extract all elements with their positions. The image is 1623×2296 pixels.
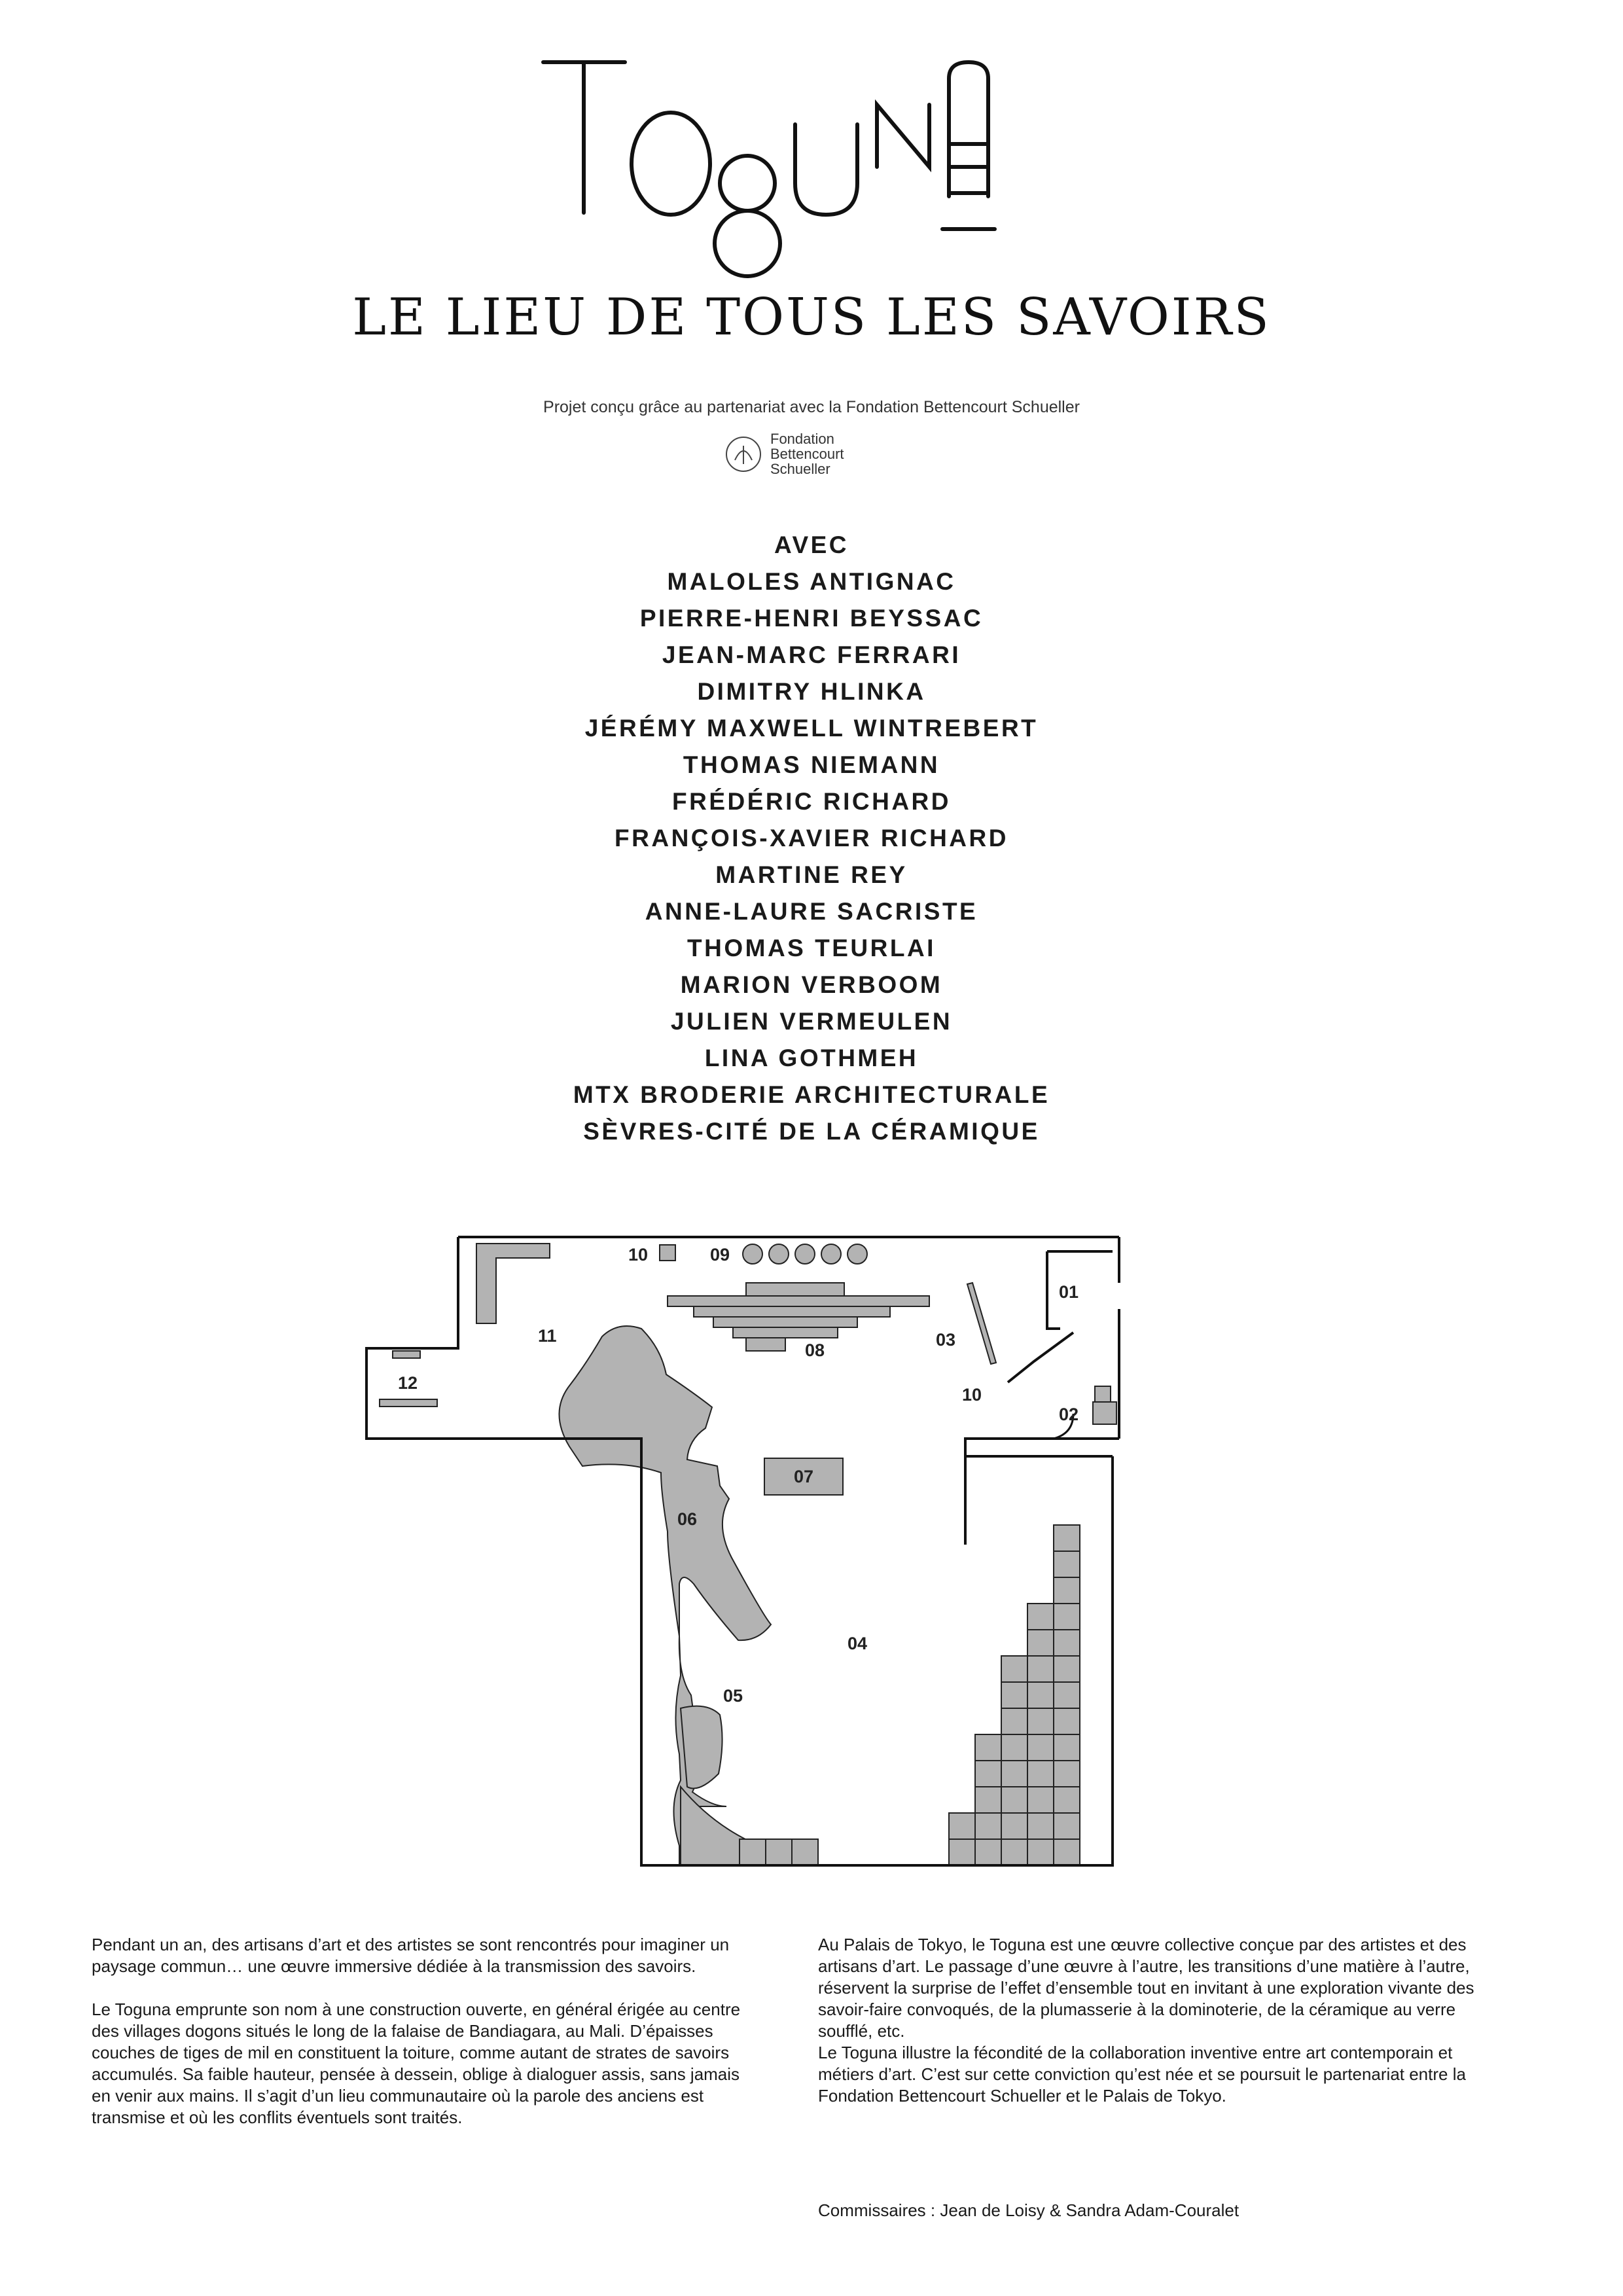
plan-zone-04-cell — [949, 1813, 975, 1839]
artist-list-heading: AVEC — [774, 531, 849, 558]
plan-label: 01 — [1059, 1282, 1079, 1302]
plan-label: 03 — [936, 1330, 956, 1350]
foundation-line-3: Schueller — [770, 461, 830, 477]
plan-zone-04-cell — [1054, 1604, 1080, 1630]
plan-zone-04-cell — [975, 1734, 1001, 1761]
plan-label: 11 — [538, 1326, 557, 1346]
plan-zone-04-cell — [1027, 1787, 1054, 1813]
plan-zone-04-cell — [1054, 1813, 1080, 1839]
plan-label: 10 — [628, 1245, 649, 1265]
plan-zone-09-circle — [821, 1244, 841, 1264]
plan-zone-04-cell — [1054, 1630, 1080, 1656]
plan-zone-06-sculpture — [559, 1326, 771, 1865]
artist-name: FRANÇOIS-XAVIER RICHARD — [615, 825, 1008, 852]
plan-zone-02-block — [1093, 1402, 1116, 1424]
artist-name: DIMITRY HLINKA — [697, 678, 926, 705]
artist-name: MTX BRODERIE ARCHITECTURALE — [573, 1081, 1050, 1108]
artist-name: THOMAS NIEMANN — [683, 751, 940, 778]
plan-zone-04-cell — [1001, 1787, 1027, 1813]
partner-line: Projet conçu grâce au partenariat avec la Fondation Bettencourt Schueller — [543, 398, 1080, 416]
plan-label: 06 — [677, 1509, 698, 1529]
plan-zone-04-cell — [1027, 1813, 1054, 1839]
plan-label: 02 — [1059, 1405, 1079, 1424]
plan-zone-04-cell — [1001, 1839, 1027, 1865]
plan-label: 12 — [398, 1373, 418, 1393]
plan-zone-04-cell — [1027, 1682, 1054, 1708]
artist-name: JEAN-MARC FERRARI — [662, 641, 961, 668]
artist-name: MARTINE REY — [715, 861, 908, 888]
subtitle: LE LIEU DE TOUS LES SAVOIRS — [352, 288, 1271, 347]
plan-zone-04-cell — [1001, 1813, 1027, 1839]
plan-zone-04-cell — [975, 1839, 1001, 1865]
foundation-emblem-icon — [723, 434, 764, 475]
plan-zone-04-cell — [1027, 1630, 1054, 1656]
plan-zone-04-cell — [1001, 1761, 1027, 1787]
plan-label: 10 — [962, 1385, 982, 1405]
plan-zone-04-cell — [1054, 1787, 1080, 1813]
plan-wall-inner — [1008, 1251, 1113, 1382]
plan-label: 05 — [723, 1686, 743, 1706]
artist-name: SÈVRES-CITÉ DE LA CÉRAMIQUE — [583, 1118, 1040, 1145]
plan-zone-08-block — [694, 1306, 890, 1317]
plan-zone-04-grid — [740, 1525, 1080, 1865]
plan-label: 08 — [805, 1340, 825, 1360]
plan-zone-04-cell — [1054, 1551, 1080, 1577]
intro-paragraph: Le Toguna illustre la fécondité de la collaboration inventive entre art contemporain et métiers d’art. C’est sur cette conviction qu’est née et se poursuit le partenariat entre la Fondation Bettencourt Schueller et le Palais de Tokyo. — [818, 2043, 1466, 2106]
foundation-logo — [723, 429, 893, 481]
plan-zone-04-cell — [1027, 1708, 1054, 1734]
plan-zone-04-cell — [1001, 1656, 1027, 1682]
intro-paragraph: Le Toguna emprunte son nom à une construction ouverte, en général érigée au centre des villages dogons situés le long de la falaise de Bandiagara, au Mali. D’épaisses couches de tiges de mil en constituent la toiture, comme autant de strates de savoirs accumulés. Sa faible hauteur, pensée à dessein, oblige à dialoguer assis, sans jamais en venir aux mains. Il s’agit d’un lieu communautaire où la parole des anciens est transmise et où les conflits éventuels sont traités. — [92, 2000, 741, 2127]
intro-text-right — [818, 1934, 1486, 2128]
artist-name: JULIEN VERMEULEN — [670, 1008, 953, 1035]
intro-paragraph: Au Palais de Tokyo, le Toguna est une œuvre collective conçue par des artistes et des artisans d’art. Le passage d’une œuvre à l’autre, les transitions d’une matière à l’autre, réservent la surprise de l’effet d’ensemble tout en invitant à une exploration vivante des savoir-faire convoqués, de la plumasserie à la dominoterie, de la céramique au verre soufflé, etc. — [818, 1935, 1474, 2041]
toguna-logo — [537, 52, 1086, 281]
plan-zone-08-block — [746, 1338, 785, 1351]
plan-zone-04-cell — [1027, 1604, 1054, 1630]
plan-zone-04-cell — [1054, 1708, 1080, 1734]
plan-zone-08-block — [713, 1317, 857, 1327]
intro-paragraph: Pendant un an, des artisans d’art et des artistes se sont rencontrés pour imaginer un paysage commun… une œuvre immersive dédiée à la transmission des savoirs. — [92, 1935, 730, 1976]
plan-zone-04-cell — [975, 1813, 1001, 1839]
plan-zone-05-sculpture — [681, 1706, 722, 1789]
plan-zone-04-cell — [1001, 1682, 1027, 1708]
plan-zone-12-bar — [393, 1351, 420, 1358]
plan-zone-04-cell — [1027, 1734, 1054, 1761]
plan-zone-04-cell — [1054, 1761, 1080, 1787]
plan-zone-04-cell — [792, 1839, 818, 1865]
artist-list — [0, 527, 1623, 1150]
plan-zone-04-cell — [975, 1787, 1001, 1813]
artist-name: THOMAS TEURLAI — [687, 935, 936, 961]
plan-zone-11 — [476, 1244, 550, 1323]
artist-name: JÉRÉMY MAXWELL WINTREBERT — [584, 715, 1039, 742]
foundation-line-2: Bettencourt — [770, 446, 844, 462]
plan-zone-04-cell — [949, 1839, 975, 1865]
plan-zone-09-circle — [847, 1244, 867, 1264]
plan-zone-09-circle — [769, 1244, 789, 1264]
plan-zone-04-cell — [1054, 1734, 1080, 1761]
plan-zone-04-cell — [740, 1839, 766, 1865]
plan-zone-10-square — [660, 1245, 675, 1261]
artist-name: MALOLES ANTIGNAC — [667, 568, 956, 595]
plan-zone-04-cell — [975, 1761, 1001, 1787]
plan-zone-04-cell — [1054, 1839, 1080, 1865]
plan-zone-04-cell — [1027, 1839, 1054, 1865]
plan-zone-09-circle — [795, 1244, 815, 1264]
plan-label: 07 — [794, 1467, 814, 1486]
plan-zone-04-cell — [1001, 1708, 1027, 1734]
plan-zone-12-bar — [380, 1399, 437, 1407]
foundation-line-1: Fondation — [770, 431, 834, 447]
artist-name: PIERRE-HENRI BEYSSAC — [639, 605, 984, 632]
artist-name: MARION VERBOOM — [680, 971, 943, 998]
plan-zone-04-cell — [1001, 1734, 1027, 1761]
intro-text-left — [92, 1934, 759, 2150]
plan-zone-04-cell — [1054, 1525, 1080, 1551]
artist-name: ANNE-LAURE SACRISTE — [645, 898, 978, 925]
plan-label: 04 — [847, 1634, 868, 1653]
plan-zone-08-block — [668, 1296, 929, 1306]
plan-zone-09-circle — [743, 1244, 762, 1264]
curators-credit: Commissaires : Jean de Loisy & Sandra Adam-Couralet — [818, 2200, 1240, 2220]
plan-zone-04-cell — [1054, 1682, 1080, 1708]
plan-zone-03-bar — [967, 1283, 996, 1364]
artist-name: FRÉDÉRIC RICHARD — [672, 788, 951, 815]
plan-zone-04-cell — [766, 1839, 792, 1865]
plan-zone-04-cell — [1027, 1656, 1054, 1682]
plan-zone-04-cell — [1027, 1761, 1054, 1787]
plan-zone-02-block — [1095, 1386, 1111, 1402]
plan-zone-08-block — [733, 1327, 838, 1338]
plan-zone-04-cell — [1054, 1577, 1080, 1604]
plan-label: 09 — [710, 1245, 730, 1265]
plan-zone-04-cell — [1054, 1656, 1080, 1682]
artist-name: LINA GOTHMEH — [704, 1045, 919, 1071]
floor-plan — [353, 1217, 1152, 1878]
foundation-name — [770, 431, 844, 476]
